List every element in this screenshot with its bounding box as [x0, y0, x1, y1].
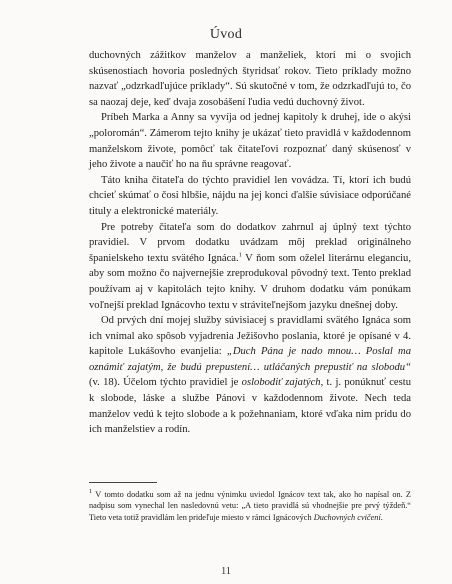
paragraph — [89, 110, 411, 172]
paragraph — [89, 220, 411, 314]
footnote — [89, 489, 411, 523]
text-run: Táto kniha čitateľa do týchto pravidiel len vovádza. Tí, ktorí ich budú chcieť skúmať o čosi hlbšie, nájdu na jej konci ďalšie súvisiace odporúčané tituly a elektronické materiály. — [89, 174, 411, 217]
paragraph — [89, 173, 411, 220]
text-run: (v. 18). Účelom týchto pravidiel je — [89, 377, 242, 389]
footnote-marker: 1 — [89, 488, 93, 496]
text-run: Od prvých dní mojej služby súvisiacej s pravidlami svätého Ignáca som ich vnímal ako spôsob vyjadrenia Ježišovho poslania, ktoré je opísané v 4. kapitole Lukášovho evanjelia: — [89, 315, 411, 358]
body-text — [89, 48, 411, 438]
italic-text: Duchovných cvičení — [313, 512, 381, 522]
footnote-rule — [89, 482, 157, 483]
text-run: . — [380, 512, 383, 522]
text-run: V tomto dodatku som až na jednu výnimku uviedol Ignácov text tak, ako ho napísal on. Z nadpisu som vynechal len nasledovnú vetu: „A tieto pravidlá sú vhodnejšie pre prvý týždeň.“ Tieto veta totiž pravidlám len prideľuje miesto v rámci Ignácových — [89, 490, 411, 522]
italic-text: oslobodiť zajatých — [241, 377, 321, 389]
text-run: duchovných zážitkov manželov a manželiek, ktorí mi o svojich skúsenostiach hovoria posledných štyridsať rokov. Tieto príklady možno nazvať „odzrkadľujúce príklady“. Sú skutočné v tom, že odzrkadľujú to, čo sa naozaj deje, keď dvaja zosobášení ľudia vedú duchovný život. — [89, 50, 411, 108]
text-run: Príbeh Marka a Anny sa vyvíja od jednej kapitoly k druhej, ide o akýsi „poloromán“. Zámerom tejto knihy je ukázať tieto pravidlá v každodennom manželskom živote, pomôcť tak čitateľovi rozpoznať daný skúsenosť v jeho živote a naučiť ho na ňu správne reagovať. — [89, 112, 411, 171]
text-run: V ňom som oželel literárnu eleganciu, aby som možno čo najvernejšie zreprodukoval pôvodný text. Tento preklad používam aj v kapitolách tejto knihy. V druhom dodatku vám ponúkam voľnejší preklad Ignácovho textu v stráviteľnejšom jazyku dnešnej doby. — [89, 252, 411, 311]
paragraph — [89, 313, 411, 438]
paragraph — [89, 48, 411, 110]
footnote-marker: 1 — [238, 251, 242, 259]
text-run: Pre potreby čitateľa som do dodatkov zahrnul aj úplný text týchto pravidiel. V prvom dodatku uvádzam môj preklad originálneho španielskeho textu svätého Ignáca. — [89, 221, 411, 264]
text-run: , t. j. ponúknuť cestu k slobode, láske a službe Pánovi v každodennom živote. Nech teda manželov vedú k tejto slobode a k požehnaniam, ktoré vďaka nim prídu do ich manželstiev a rodín. — [89, 377, 411, 436]
page-number: 11 — [220, 566, 232, 577]
running-header: Úvod — [209, 27, 243, 42]
italic-text: „Duch Pána je nado mnou… Poslal ma oznámiť zajatým, že budú prepustení… utláčaných prepustiť na slobodu“ — [89, 346, 412, 373]
